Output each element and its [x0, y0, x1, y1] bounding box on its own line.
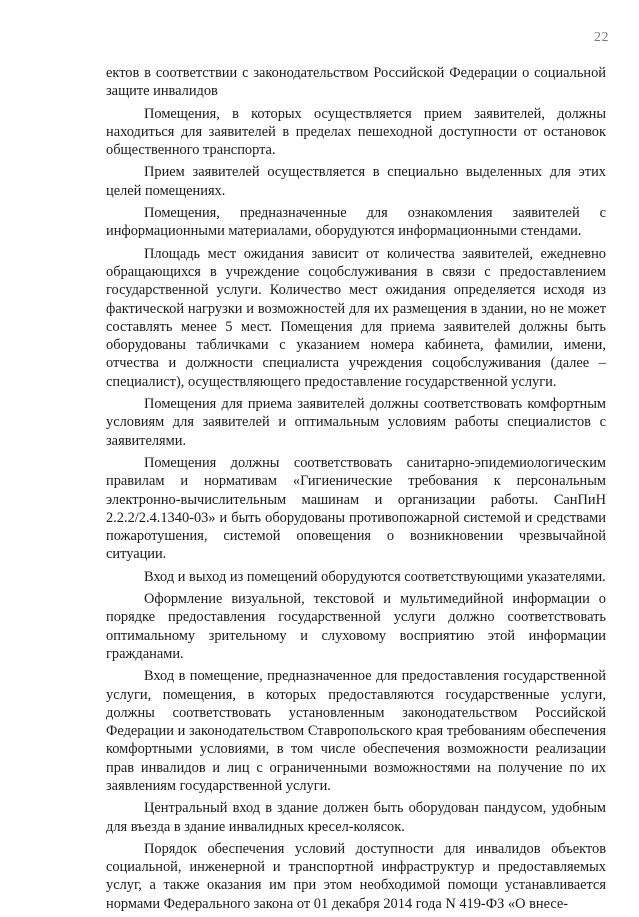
paragraph-ramp: Центральный вход в здание должен быть оборудован пандусом, удобным для въезда в здание инвалидных кресел-колясок. [106, 800, 606, 835]
paragraph-sanitary-rules: Помещения должны соответствовать санитарно-эпидемиологическим правилам и нормативам «Гигиенические требования к персональным электронно-вычислительным машинам и организации работы. СанПиН 2.2.2/2.4.1340-03» и быть оборудованы противопожарной системой и средствами пожаротушения, системой оповещения о возникновении чрезвычайной ситуации. [106, 454, 606, 563]
page-number: 22 [594, 30, 609, 45]
paragraph-information-design: Оформление визуальной, текстовой и мультимедийной информации о порядке предоставления государственной услуги должно соответствовать оптимальному зрительному и слуховому восприятию этой информации гражданами. [106, 591, 606, 662]
paragraph-waiting-area: Площадь мест ожидания зависит от количества заявителей, ежедневно обращающихся в учреждение соцобслуживания в связи с предоставлением государственной услуги. Количество мест ожидания определяется исходя из фактической нагрузки и возможностей для их размещения в здании, но не может составлять менее 5 мест. Помещения для приема заявителей должны быть оборудованы табличками с указанием номера кабинета, фамилии, имени, отчества и должности специалиста учреждения соцобслуживания (далее – специалист), осуществляющего предоставление государственной услуги. [106, 245, 606, 390]
document-body [106, 64, 606, 917]
paragraph-info-stands: Помещения, предназначенные для ознакомления заявителей с информационными материалами, оборудуются информационными стендами. [106, 205, 606, 240]
paragraph-continuation: ектов в соответствии с законодательством Российской Федерации о социальной защите инвалидов [106, 65, 606, 100]
paragraph-location: Помещения, в которых осуществляется прием заявителей, должны находиться для заявителей в пределах пешеходной доступности от остановок общественного транспорта. [106, 105, 606, 159]
paragraph-federal-law: Порядок обеспечения условий доступности для инвалидов объектов социальной, инженерной и транспортной инфраструктур и предоставляемых услуг, а также оказания им при этом необходимой помощи устанавливается нормами Федерального закона от 01 декабря 2014 года N 419-ФЗ «О внесе- [106, 840, 606, 912]
paragraph-reception-rooms: Прием заявителей осуществляется в специально выделенных для этих целей помещениях. [106, 164, 606, 199]
paragraph-comfort-conditions: Помещения для приема заявителей должны соответствовать комфортным условиям для заявителей и оптимальным условиям работы специалистов с заявителями. [106, 396, 606, 449]
paragraph-entrance-signs: Вход и выход из помещений оборудуются соответствующими указателями. [144, 568, 606, 585]
paragraph-accessibility-requirements: Вход в помещение, предназначенное для предоставления государственной услуги, помещения, в которых предоставляются государственные услуги, должны соответствовать установленным законодательством Российской Федерации и законодательством Ставропольского края требованиям обеспечения комфортными условиями, в том числе обеспечения возможности реализации прав инвалидов и лиц с ограниченными возможностями на получение по их заявлениям государственной услуги. [106, 668, 606, 794]
